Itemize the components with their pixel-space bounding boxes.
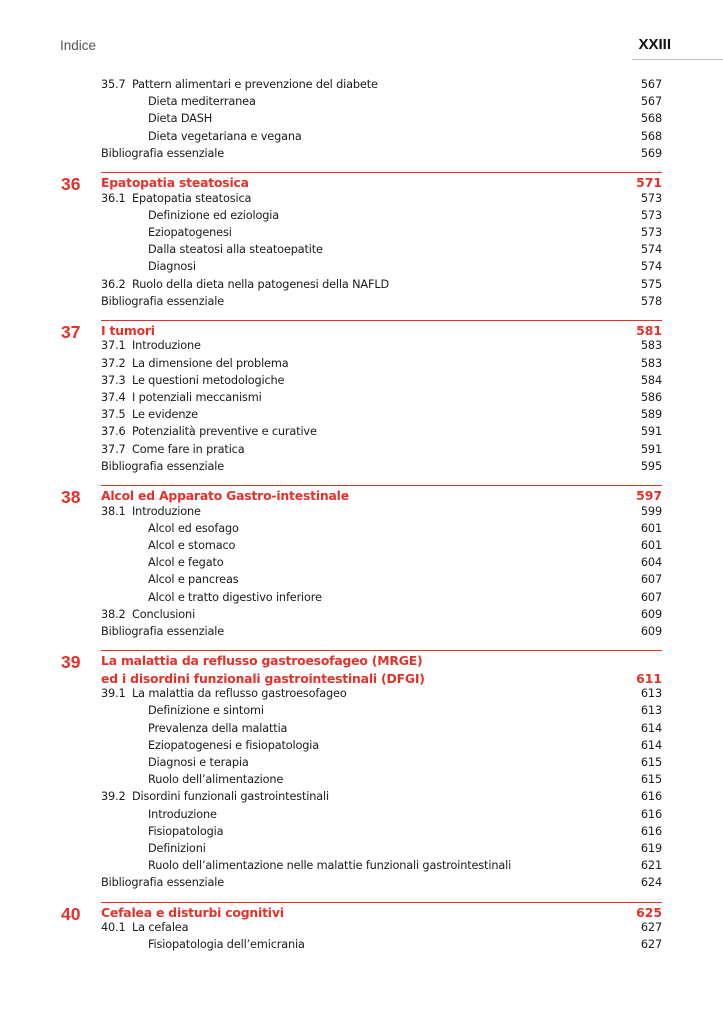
entry-page: 601: [640, 538, 662, 552]
chapter-title-line2: ed i disordini funzionali gastrointestinali (DFGI): [101, 670, 425, 686]
entry-page: 584: [640, 373, 662, 387]
entry-title: Bibliografia essenziale: [101, 146, 225, 160]
entry-page: 589: [640, 408, 662, 422]
entry-page: 621: [640, 859, 662, 873]
entry-title: Ruolo dell’alimentazione nelle malattie funzionali gastrointestinali: [148, 859, 512, 873]
section-number: 37.5: [101, 408, 126, 422]
entry-title: I potenziali meccanismi: [132, 391, 262, 404]
entry-title: Dieta mediterranea: [148, 95, 256, 109]
chapter-rule: [101, 320, 662, 321]
section-number: 39.2: [101, 790, 126, 804]
chapter-title: Alcol ed Apparato Gastro-intestinale: [101, 488, 349, 503]
entry-page: 604: [640, 556, 662, 570]
entry-title: Epatopatia steatosica: [132, 191, 252, 205]
entry-title: Definizione e sintomi: [148, 704, 264, 718]
header-rule: [632, 59, 723, 60]
section-number: 37.3: [101, 373, 126, 387]
entry-page: 609: [640, 607, 662, 621]
section-number: 37.1: [101, 339, 126, 353]
section-number: 39.1: [101, 687, 126, 701]
entry-title: Definizione ed eziologia: [148, 208, 280, 222]
entry-page: 607: [640, 573, 662, 587]
entry-title: Eziopatogenesi: [148, 225, 232, 239]
entry-page: 614: [640, 721, 662, 735]
entry-title: Potenzialità preventive e curative: [132, 425, 317, 439]
entry-page: 616: [640, 824, 662, 838]
entry-page: 624: [640, 876, 662, 890]
entry-title: Alcol e fegato: [148, 556, 224, 570]
entry-page: 614: [640, 738, 662, 752]
chapter-rule: [101, 902, 662, 903]
entry-title: La dimensione del problema: [132, 356, 289, 370]
entry-page: 613: [640, 687, 662, 701]
entry-title: Pattern alimentari e prevenzione del diabete: [132, 78, 378, 91]
entry-title: Alcol e pancreas: [148, 573, 239, 587]
entry-page: 595: [640, 459, 662, 473]
entry-title: Eziopatogenesi e fisiopatologia: [148, 738, 320, 752]
entry-page: 615: [640, 773, 662, 787]
chapter-rule: [101, 485, 662, 486]
chapter-number: 40: [61, 903, 81, 924]
entry-page: 573: [640, 225, 662, 239]
chapter-page: 597: [636, 488, 662, 503]
entry-page: 583: [640, 356, 662, 370]
chapter-number: 39: [61, 652, 81, 673]
chapter-number: 36: [61, 174, 81, 194]
entry-page: 569: [640, 146, 662, 160]
entry-title: Dalla steatosi alla steatoepatite: [148, 243, 323, 257]
entry-title: Introduzione: [132, 504, 201, 518]
section-number: 38.2: [101, 607, 126, 621]
chapter-title: I tumori: [101, 322, 155, 338]
entry-page: 609: [640, 624, 662, 638]
section-number: 38.1: [101, 504, 126, 518]
chapter-title: Epatopatia steatosica: [101, 175, 249, 190]
entry-page: 573: [640, 191, 662, 205]
entry-title: Bibliografia essenziale: [101, 876, 225, 890]
entry-title: Disordini funzionali gastrointestinali: [132, 790, 330, 804]
entry-title: Dieta DASH: [148, 112, 213, 126]
entry-page: 601: [640, 521, 662, 535]
entry-page: 586: [640, 391, 662, 404]
section-number: 40.1: [101, 921, 126, 934]
entry-title: Fisiopatologia dell’emicrania: [148, 938, 305, 952]
running-header-section: Indice: [60, 38, 97, 53]
entry-title: Alcol e tratto digestivo inferiore: [148, 590, 322, 604]
section-number: 37.2: [101, 356, 126, 370]
entry-title: Fisiopatologia: [148, 824, 224, 838]
chapter-page: 571: [636, 175, 662, 190]
section-number: 36.2: [101, 277, 126, 291]
section-number: 37.4: [101, 391, 126, 404]
entry-title: Bibliografia essenziale: [101, 294, 225, 308]
entry-title: Diagnosi e terapia: [148, 755, 249, 769]
entry-title: Alcol e stomaco: [148, 538, 236, 552]
chapter-page: 581: [636, 322, 662, 338]
entry-page: 591: [640, 442, 662, 456]
page-number-roman: XXIII: [638, 36, 671, 53]
entry-page: 619: [640, 841, 662, 855]
entry-page: 574: [640, 260, 662, 274]
chapter-number: 38: [61, 487, 81, 507]
entry-page: 574: [640, 243, 662, 257]
entry-title: Bibliografia essenziale: [101, 624, 225, 638]
entry-title: Diagnosi: [148, 260, 196, 274]
entry-page: 573: [640, 208, 662, 222]
chapter-rule: [101, 172, 662, 173]
chapter-title: Cefalea e disturbi cognitivi: [101, 904, 284, 920]
chapter-number: 37: [61, 321, 81, 342]
entry-page: 567: [640, 78, 662, 91]
chapter-rule: [101, 650, 662, 651]
entry-title: La cefalea: [132, 921, 189, 934]
chapter-page: 625: [636, 904, 662, 920]
section-number: 37.6: [101, 425, 126, 439]
entry-title: La malattia da reflusso gastroesofageo: [132, 687, 347, 701]
entry-page: 583: [640, 339, 662, 353]
entry-title: Ruolo della dieta nella patogenesi della NAFLD: [132, 277, 390, 291]
entry-page: 615: [640, 755, 662, 769]
entry-title: Le questioni metodologiche: [132, 373, 285, 387]
entry-title: Prevalenza della malattia: [148, 721, 288, 735]
entry-title: Ruolo dell’alimentazione: [148, 773, 284, 787]
entry-page: 599: [640, 504, 662, 518]
section-number: 36.1: [101, 191, 126, 205]
entry-page: 616: [640, 790, 662, 804]
section-number: 37.7: [101, 442, 126, 456]
entry-page: 568: [640, 112, 662, 126]
entry-title: Le evidenze: [132, 408, 198, 422]
chapter-title: La malattia da reflusso gastroesofageo (MRGE): [101, 653, 423, 669]
entry-title: Conclusioni: [132, 607, 196, 621]
entry-page: 568: [640, 129, 662, 143]
entry-title: Introduzione: [132, 339, 201, 353]
section-number: 35.7: [101, 78, 126, 91]
entry-page: 575: [640, 277, 662, 291]
entry-page: 627: [640, 921, 662, 934]
entry-title: Alcol ed esofago: [148, 521, 239, 535]
entry-title: Definizioni: [148, 841, 206, 855]
entry-title: Come fare in pratica: [132, 442, 245, 456]
chapter-page: 611: [636, 670, 662, 686]
entry-page: 607: [640, 590, 662, 604]
entry-page: 591: [640, 425, 662, 439]
entry-page: 613: [640, 704, 662, 718]
entry-page: 616: [640, 807, 662, 821]
entry-page: 578: [640, 294, 662, 308]
entry-title: Dieta vegetariana e vegana: [148, 129, 302, 143]
entry-title: Bibliografia essenziale: [101, 459, 225, 473]
entry-page: 567: [640, 95, 662, 109]
entry-title: Introduzione: [148, 807, 217, 821]
entry-page: 627: [640, 938, 662, 952]
